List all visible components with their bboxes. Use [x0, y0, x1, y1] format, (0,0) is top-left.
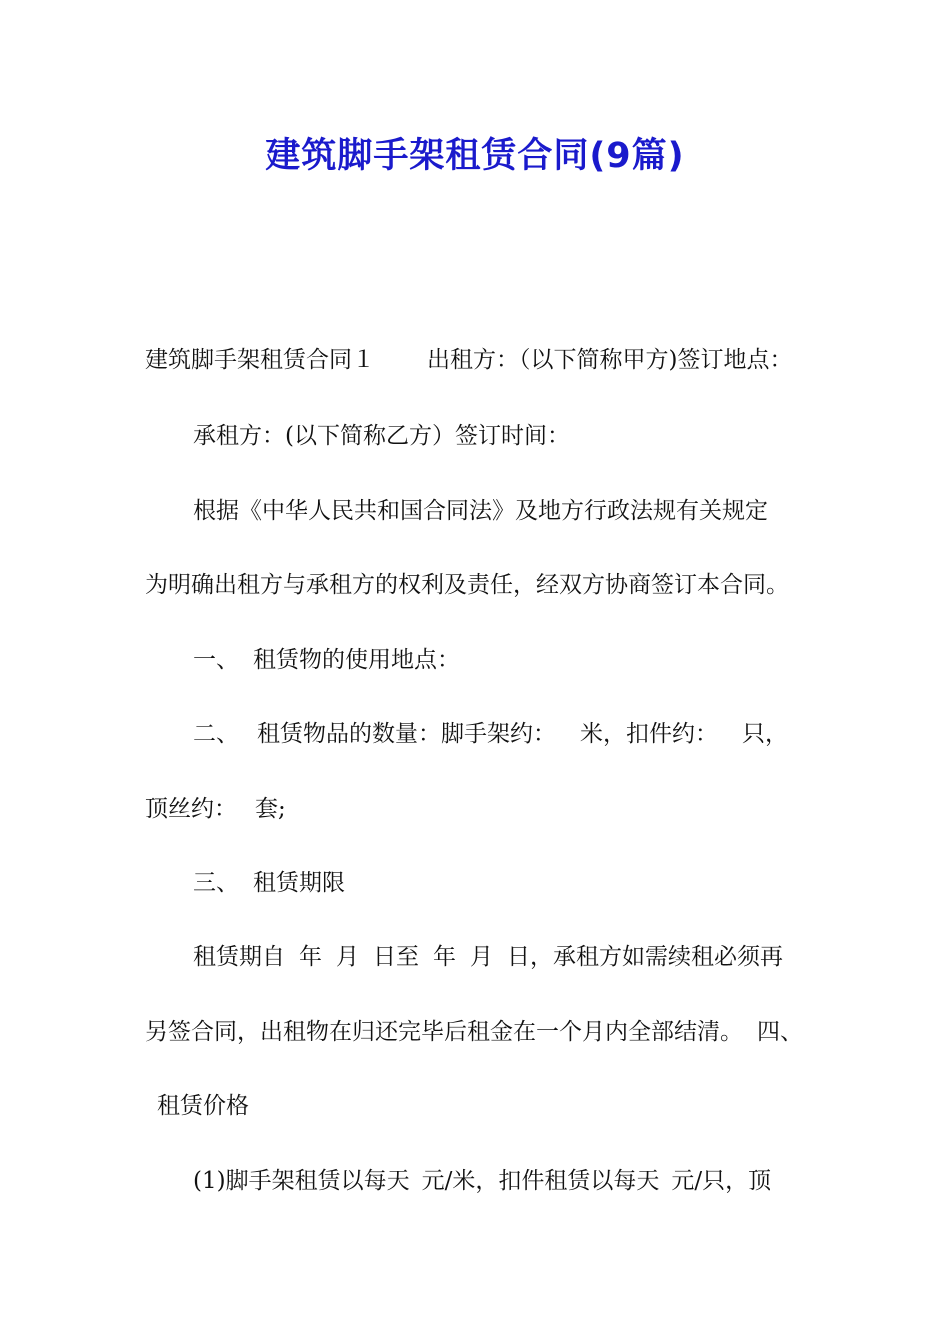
line-5: [193, 645, 460, 675]
section-number: 一、: [193, 647, 239, 673]
section-title: 租赁物的使用地点：: [253, 647, 460, 673]
fill-text: 月: [470, 944, 493, 970]
fill-text: 顶丝约：: [145, 796, 237, 822]
paragraph-text: 为明确出租方与承租方的权利及责任，经双方协商签订本合同。: [145, 572, 789, 598]
line-2: [193, 421, 570, 451]
line-12: [193, 1166, 771, 1196]
line-3: [193, 496, 768, 526]
lessor-line: 出租方：（以下简称甲方)签订地点：: [427, 347, 793, 373]
fill-text: 日至: [373, 944, 419, 970]
fill-text: 只，: [742, 721, 788, 747]
contract-heading: 建筑脚手架租赁合同１: [145, 347, 375, 373]
paragraph-text: 根据《中华人民共和国合同法》及地方行政法规有关规定: [193, 498, 768, 524]
fill-text: 年: [299, 944, 322, 970]
section-title: 租赁期限: [253, 870, 345, 896]
paragraph-text: 另签合同，出租物在归还完毕后租金在一个月内全部结清。: [145, 1019, 743, 1045]
section-number: 二、: [193, 721, 239, 747]
line-7: [145, 794, 286, 824]
fill-text: 米，扣件约：: [580, 721, 718, 747]
price-text: 元/米，扣件租赁以每天: [421, 1168, 660, 1194]
section-number: 三、: [193, 870, 239, 896]
section-number: 四、: [757, 1019, 803, 1045]
fill-text: 套;: [255, 796, 286, 822]
price-text: 元/只，顶: [671, 1168, 772, 1194]
price-text: (1)脚手架租赁以每天: [193, 1168, 410, 1194]
fill-text: 年: [433, 944, 456, 970]
line-1: [145, 345, 792, 375]
section-title: 租赁物品的数量：脚手架约：: [257, 721, 556, 747]
line-6: [193, 719, 788, 749]
fill-text: 日，承租方如需续租必须再: [507, 944, 783, 970]
fill-text: 月: [336, 944, 359, 970]
lessee-line: 承租方：(以下简称乙方）签订时间：: [193, 423, 570, 449]
line-11: [157, 1091, 249, 1121]
line-10: [145, 1017, 803, 1047]
line-4: [145, 570, 789, 600]
document-title: 建筑脚手架租赁合同(9篇): [265, 136, 685, 176]
line-9: [193, 942, 783, 972]
section-title: 租赁价格: [157, 1093, 249, 1119]
line-8: [193, 868, 345, 898]
fill-text: 租赁期自: [193, 944, 285, 970]
